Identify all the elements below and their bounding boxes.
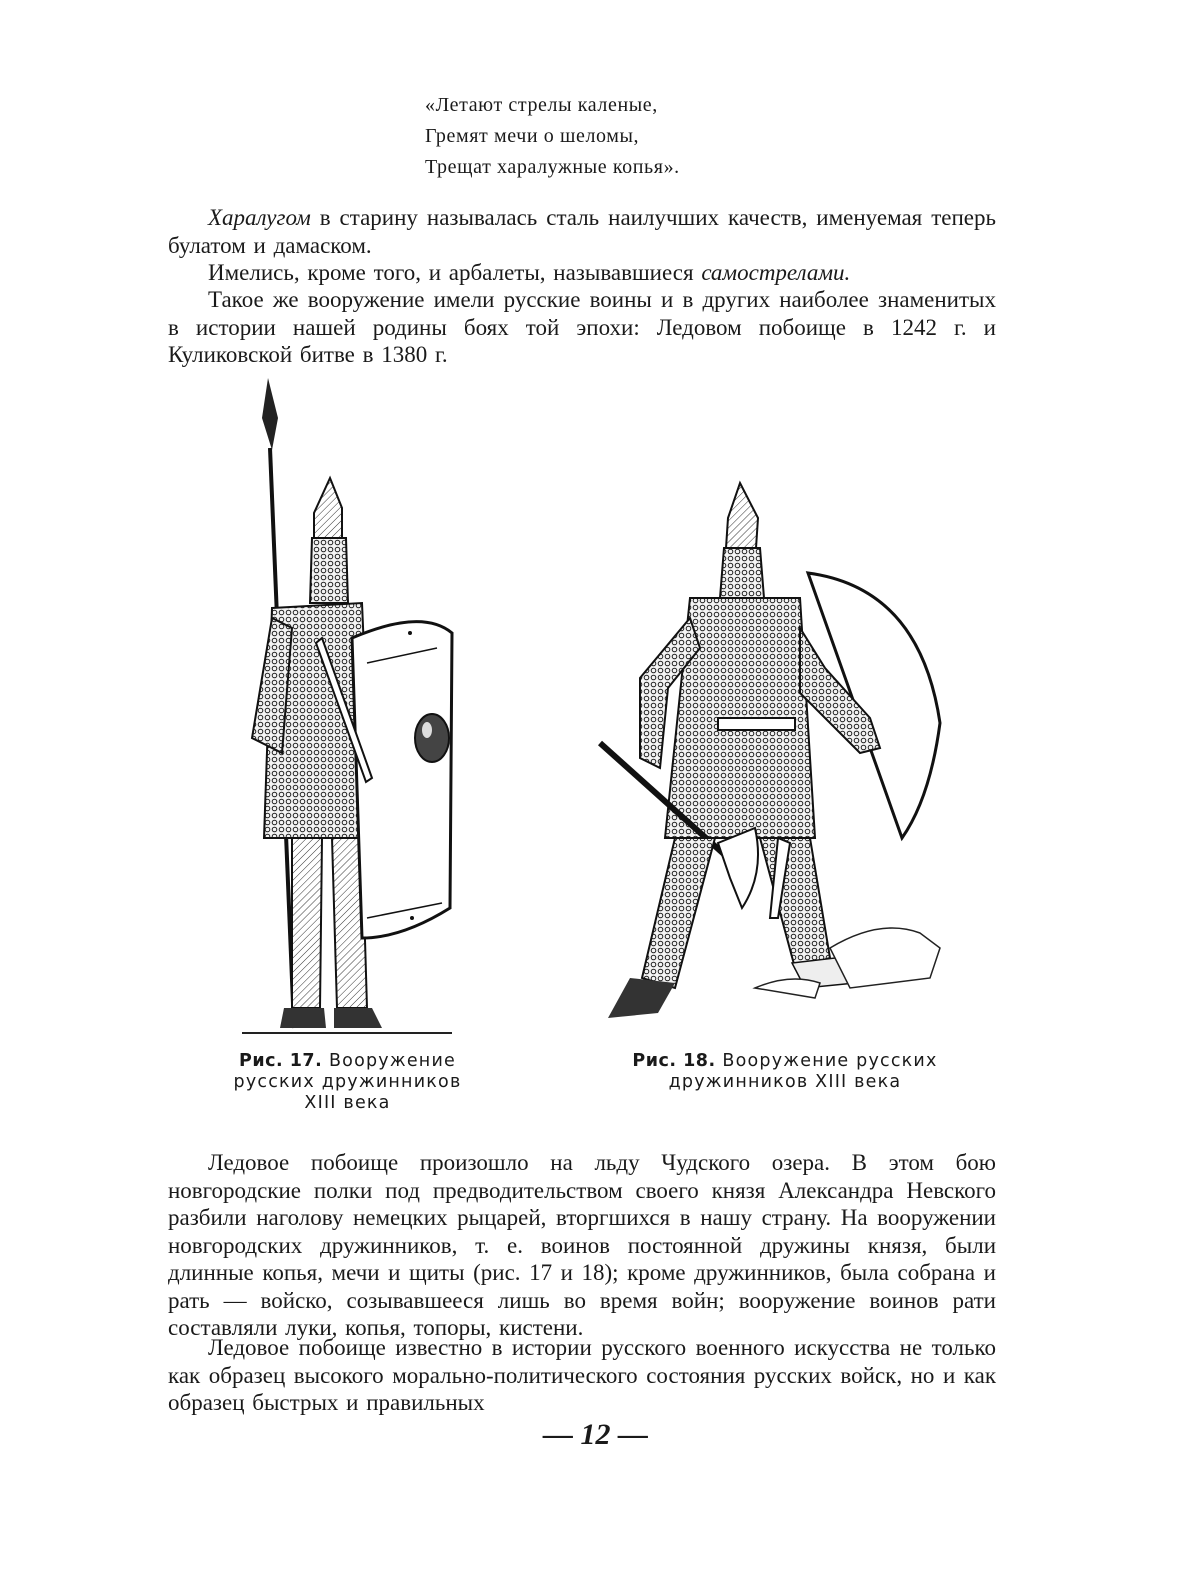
figure-17-illustration <box>222 378 470 1048</box>
paragraph-text: Имелись, кроме того, и арбалеты, называвшиеся <box>208 260 702 285</box>
caption-text: дружинников XIII века <box>668 1072 902 1092</box>
paragraph-text: в старину называлась сталь наилучших качеств, именуемая теперь булатом и дамаском. <box>168 205 996 258</box>
poem-line: Гремят мечи о шеломы, <box>425 125 640 147</box>
paragraph-military-art <box>168 1334 996 1417</box>
caption-text: русских дружинников <box>233 1072 462 1092</box>
poem-line: Трещат харалужные копья». <box>425 156 680 178</box>
figure-17-caption <box>205 1051 490 1114</box>
paragraph-text: Ледовое побоище известно в истории русского военного искусства не только как образец высокого морально-политического состояния русских войск, но и как образец быстрых и правильных <box>168 1335 996 1415</box>
paragraph-crossbows <box>168 259 996 287</box>
page-number: — 12 — <box>543 1418 648 1451</box>
caption-text: XIII века <box>304 1093 391 1113</box>
paragraph-haralug <box>168 204 996 259</box>
epigraph-poem <box>425 90 680 183</box>
paragraph-text: Ледовое побоище произошло на льду Чудского озера. В этом бою новгородские полки под предводительством своего князя Александра Невского разбили наголову немецких рыцарей, вторгшихся в нашу страну. На вооружении новгородских дружинников, т. е. воинов постоянной дружины князя, были длинные копья, мечи и щиты (рис. 17 и 18); кроме дружинников, была собрана и рать — войско, созывавшееся лишь во время войн; вооружение воинов рати составляли луки, копья, топоры, кистени. <box>168 1150 996 1340</box>
caption-text: Вооружение <box>322 1051 456 1071</box>
paragraph-text: Такое же вооружение имели русские воины и в других наиболее знаменитых в истории нашей родины боях той эпохи: Ледовом побоище в 1242 г. и Куликовской битве в 1380 г. <box>168 287 996 367</box>
figure-label: Рис. 18. <box>632 1051 716 1071</box>
figure-18-caption <box>600 1051 970 1093</box>
paragraph-same-weapons <box>168 286 996 369</box>
term-haralug: Харалугом <box>208 205 311 230</box>
warrior-spear-shield-drawing <box>222 378 470 1048</box>
paragraph-ice-battle <box>168 1149 996 1342</box>
figure-label: Рис. 17. <box>239 1051 323 1071</box>
figure-18-illustration <box>580 478 950 1038</box>
warrior-axe-shield-drawing <box>580 478 950 1038</box>
term-samostrel: самострелами. <box>701 260 851 285</box>
caption-text: Вооружение русских <box>715 1051 938 1071</box>
poem-line: «Летают стрелы каленые, <box>425 94 658 116</box>
